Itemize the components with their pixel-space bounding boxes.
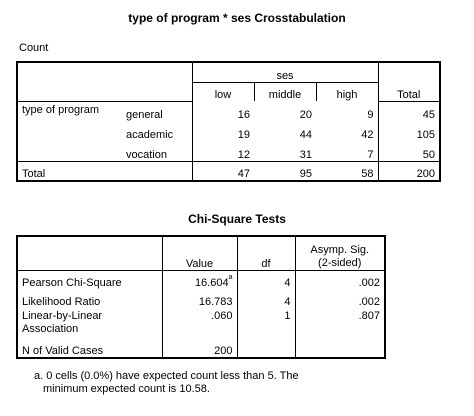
table-row bbox=[17, 308, 385, 338]
table-row bbox=[17, 101, 440, 121]
total-header: Total bbox=[378, 62, 440, 101]
crosstab-table bbox=[16, 61, 441, 182]
corner-cell bbox=[17, 236, 162, 270]
stat-label bbox=[17, 308, 162, 338]
sig-header-line2: (2-sided) bbox=[318, 256, 362, 269]
stat-value: 16.783 bbox=[162, 289, 237, 308]
stat-label-line2: Association bbox=[22, 323, 79, 335]
cell: 19 bbox=[192, 121, 254, 141]
cell: 44 bbox=[299, 129, 312, 141]
col-header-high: high bbox=[316, 82, 378, 101]
stat-sig: .807 bbox=[295, 308, 385, 338]
chisq-title: Chi-Square Tests bbox=[188, 212, 286, 226]
stat-sig: .002 bbox=[295, 270, 385, 289]
corner-cell bbox=[17, 62, 192, 101]
sig-header bbox=[295, 236, 385, 270]
crosstab-title: type of program * ses Crosstabulation bbox=[128, 11, 346, 25]
chisq-table bbox=[16, 235, 386, 359]
stat-label-line1: Linear-by-Linear bbox=[22, 310, 103, 322]
sig-header-line1: Asymp. Sig. bbox=[310, 243, 370, 256]
row-label: general bbox=[126, 109, 163, 121]
row-label: vocation bbox=[126, 148, 167, 161]
stat-df: 4 bbox=[237, 289, 295, 308]
df-header: df bbox=[237, 236, 295, 270]
stat-sig bbox=[295, 338, 385, 358]
col-header-middle: middle bbox=[254, 82, 316, 101]
footnote-line2: minimum expected count is 10.58. bbox=[43, 383, 210, 395]
stat-label: N of Valid Cases bbox=[22, 345, 104, 357]
cell-total: 200 bbox=[378, 161, 440, 181]
cell: 16 bbox=[192, 101, 254, 121]
stat-df: 4 bbox=[237, 270, 295, 289]
cell-total: 50 bbox=[378, 141, 440, 161]
cell: 58 bbox=[316, 161, 378, 181]
cell: 31 bbox=[299, 148, 312, 161]
footnote bbox=[34, 370, 299, 396]
table-row bbox=[17, 289, 385, 308]
stat-value: 200 bbox=[162, 338, 237, 358]
ses-header: ses bbox=[192, 62, 378, 82]
footnote-marker: a bbox=[228, 274, 233, 281]
stat-df bbox=[237, 338, 295, 358]
stat-df: 1 bbox=[237, 308, 295, 338]
cell: 47 bbox=[192, 161, 254, 181]
col-header-low: low bbox=[192, 82, 254, 101]
cell: 12 bbox=[192, 141, 254, 161]
cell: 7 bbox=[367, 148, 374, 161]
row-label: academic bbox=[126, 129, 174, 141]
cell: 42 bbox=[361, 129, 374, 141]
footnote-line1: a. 0 cells (0.0%) have expected count less than 5. The bbox=[34, 370, 299, 382]
stat-value: .060 bbox=[162, 308, 237, 338]
value-text: 16.604 bbox=[194, 277, 229, 289]
cell-total: 105 bbox=[378, 121, 440, 141]
table-row bbox=[17, 338, 385, 358]
total-row-label: Total bbox=[17, 161, 192, 181]
cell: 9 bbox=[367, 109, 374, 121]
cell: 95 bbox=[254, 161, 316, 181]
cell: 20 bbox=[299, 109, 312, 121]
count-label: Count bbox=[19, 42, 49, 54]
row-group-label: type of program bbox=[22, 103, 100, 116]
stat-label: Likelihood Ratio bbox=[22, 296, 101, 308]
stat-value bbox=[162, 270, 237, 289]
table-row bbox=[17, 270, 385, 289]
cell-total: 45 bbox=[378, 101, 440, 121]
stat-label: Pearson Chi-Square bbox=[22, 277, 122, 289]
value-header: Value bbox=[162, 236, 237, 270]
total-row bbox=[17, 161, 440, 181]
stat-sig: .002 bbox=[295, 289, 385, 308]
